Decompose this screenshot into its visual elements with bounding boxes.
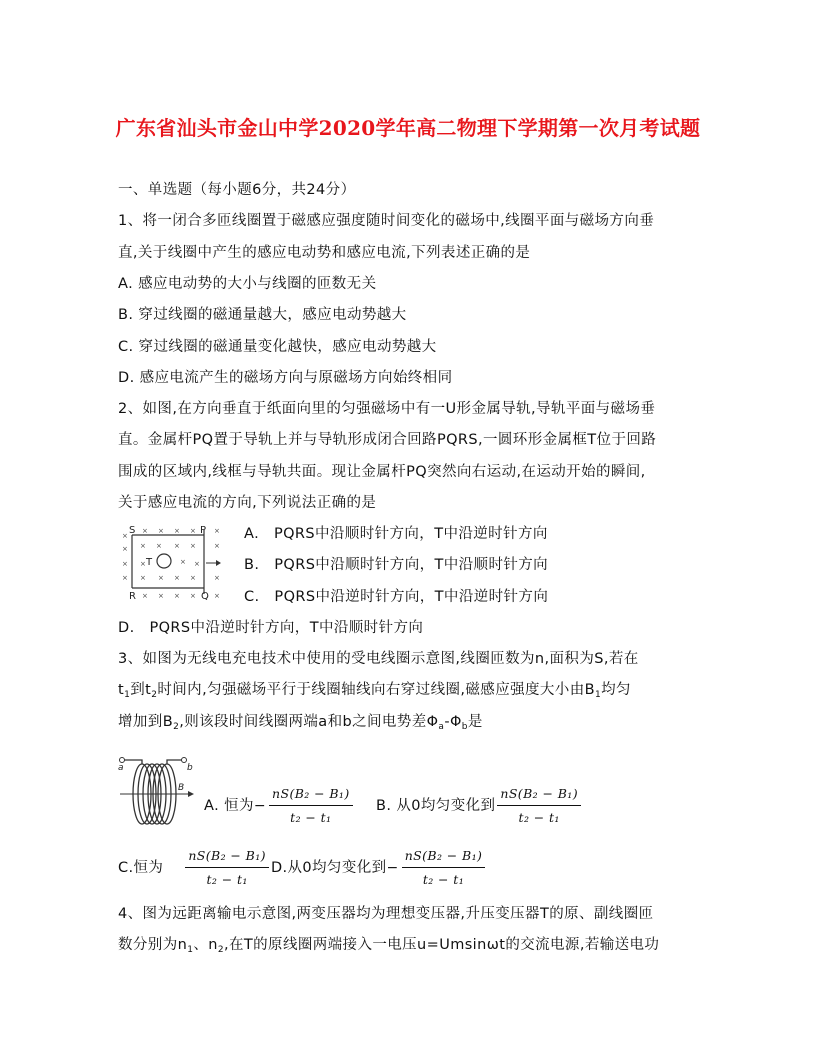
label-r: R: [129, 591, 136, 600]
svg-text:×: ×: [180, 558, 186, 566]
label-a: a: [118, 763, 124, 773]
section-heading: 一、单选题（每小题6分，共24分）: [118, 182, 356, 198]
q2-option-d: D. PQRS中沿逆时针方向，T中沿顺时针方向: [118, 620, 424, 636]
q2-stem-line: 直。金属杆PQ置于导轨上并与导轨形成闭合回路PQRS,一圆环形金属框T位于回路: [118, 432, 657, 448]
svg-text:×: ×: [122, 545, 128, 553]
svg-text:×: ×: [214, 527, 220, 535]
label-b: b: [187, 763, 193, 773]
q1-option-a: A. 感应电动势的大小与线圈的匝数无关: [118, 276, 377, 292]
svg-text:×: ×: [190, 592, 196, 600]
svg-text:×: ×: [122, 574, 128, 582]
q3-coil-figure: [116, 756, 200, 832]
q4-stem-line: 数分别为$n_1$、$n_2$,在T的原线圈两端接入一电压u=Umsinωt的交流电源,若输送电功: [118, 937, 660, 955]
label-t: T: [146, 557, 153, 568]
q2-option-b: B. PQRS中沿顺时针方向，T中沿顺时针方向: [244, 557, 549, 573]
q2-option-c: C. PQRS中沿逆时针方向，T中沿逆时针方向: [244, 589, 549, 605]
svg-text:×: ×: [158, 527, 164, 535]
q3-option-a: A. 恒为− $\frac{\text{nS(B₂ − B₁)}}{\text{t₂ − t₁}}$: [204, 784, 355, 828]
svg-text:×: ×: [158, 592, 164, 600]
q1-option-c: C. 穿过线圈的磁通量变化越快，感应电动势越大: [118, 339, 437, 355]
q2-stem-line: 关于感应电流的方向,下列说法正确的是: [118, 495, 377, 511]
svg-text:×: ×: [190, 527, 196, 535]
fraction: $\frac{\text{nS(B₂ − B₁)}}{\text{t₂ − t₁}}$: [185, 846, 269, 890]
svg-text:×: ×: [214, 574, 220, 582]
q3-stem-line: 增加到$B_2$,则该段时间线圈两端a和b之间电势差$\Phi_a-\Phi_b$是: [118, 714, 483, 732]
label-field-b: B: [178, 783, 185, 793]
svg-text:×: ×: [174, 592, 180, 600]
q1-stem-line: 1、将一闭合多匝线圈置于磁感应强度随时间变化的磁场中,线圈平面与磁场方向垂: [118, 213, 655, 229]
label-p: P: [200, 525, 207, 536]
svg-text:×: ×: [122, 560, 128, 568]
svg-text:×: ×: [142, 592, 148, 600]
svg-text:×: ×: [174, 574, 180, 582]
fraction: $\frac{\text{nS(B₂ − B₁)}}{\text{t₂ − t₁}}$: [269, 784, 353, 828]
fraction: $\frac{\text{nS(B₂ − B₁)}}{\text{t₂ − t₁}}$: [497, 784, 581, 828]
svg-text:×: ×: [174, 542, 180, 550]
svg-text:×: ×: [140, 574, 146, 582]
q2-stem-line: 2、如图,在方向垂直于纸面向里的匀强磁场中有一U形金属导轨,导轨平面与磁场垂: [118, 401, 656, 417]
svg-text:×: ×: [122, 532, 128, 540]
svg-text:×: ×: [158, 574, 164, 582]
document-title: 广东省汕头市金山中学2020学年高二物理下学期第一次月考试题: [115, 116, 701, 140]
svg-text:×: ×: [156, 542, 162, 550]
svg-text:×: ×: [214, 542, 220, 550]
q3-option-c: C.恒为 $\frac{\text{nS(B₂ − B₁)}}{\text{t₂ − t₁}}$ D.从0均匀变化到− $\frac{\text{nS(B₂ − B₁)}}{\text{t₂ − t₁}}$: [118, 846, 487, 890]
q3-stem-line: $t_1$到$t_2$时间内,匀强磁场平行于线圈轴线向右穿过线圈,磁感应强度大小由$B_1$均匀: [118, 682, 631, 700]
label-q: Q: [201, 591, 209, 600]
q2-circuit-figure: [118, 524, 230, 600]
q3-option-b: B. 从0均匀变化到 $\frac{\text{nS(B₂ − B₁)}}{\text{t₂ − t₁}}$: [376, 784, 583, 828]
q4-stem-line: 4、图为远距离输电示意图,两变压器均为理想变压器,升压变压器T的原、副线圈匝: [118, 906, 654, 922]
svg-text:×: ×: [142, 527, 148, 535]
q1-option-b: B. 穿过线圈的磁通量越大，感应电动势越大: [118, 307, 407, 323]
svg-text:×: ×: [190, 542, 196, 550]
svg-text:×: ×: [214, 592, 220, 600]
svg-text:×: ×: [194, 560, 200, 568]
q2-stem-line: 围成的区域内,线框与导轨共面。现让金属杆PQ突然向右运动,在运动开始的瞬间,: [118, 464, 646, 480]
svg-text:×: ×: [190, 574, 196, 582]
fraction: $\frac{\text{nS(B₂ − B₁)}}{\text{t₂ − t₁}}$: [402, 846, 486, 890]
svg-text:×: ×: [140, 560, 146, 568]
q2-option-a: A. PQRS中沿顺时针方向，T中沿逆时针方向: [244, 526, 548, 542]
svg-text:×: ×: [140, 542, 146, 550]
label-s: S: [129, 525, 136, 536]
q1-stem-line: 直,关于线圈中产生的感应电动势和感应电流,下列表述正确的是: [118, 245, 531, 261]
svg-text:×: ×: [174, 527, 180, 535]
q3-stem-line: 3、如图为无线电充电技术中使用的受电线圈示意图,线圈匝数为n,面积为S,若在: [118, 651, 639, 667]
q1-option-d: D. 感应电流产生的磁场方向与原磁场方向始终相同: [118, 370, 453, 386]
